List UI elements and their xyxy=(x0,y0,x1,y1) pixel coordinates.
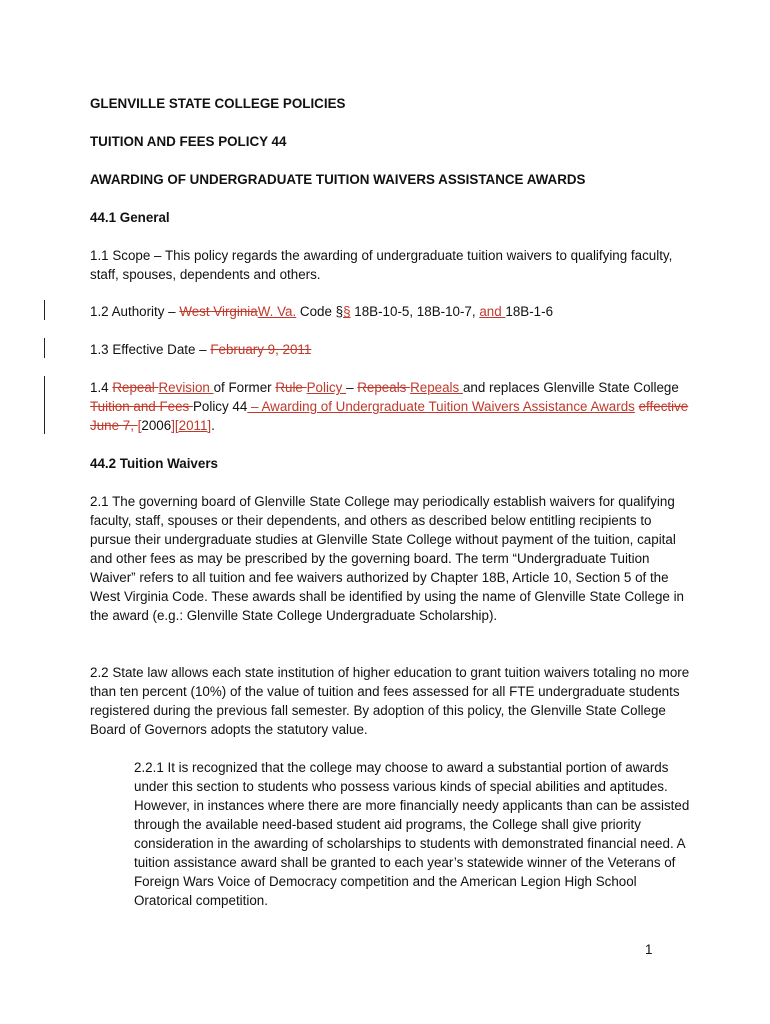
paragraph-1-3-effective-date: 1.3 Effective Date – February 9, 2011 xyxy=(90,342,312,357)
page-number: 1 xyxy=(645,942,653,957)
inserted-text: – Awarding of Undergraduate Tuition Waivers Assistance Awards xyxy=(247,399,635,414)
paragraph-2-2-1: 2.2.1 It is recognized that the college may choose to award a substantial portion of awards under this section to students who possess various kinds of special abilities and aptitudes. However, in instances where there are more financially needy applicants than can be assisted through the available need-based student aid programs, the College shall give priority consideration in the awarding of scholarships to students with demonstrated financial need. A tuition assistance award shall be granted to each year’s statewide winner of the Veterans of Foreign Wars Voice of Democracy competition and the American Legion High School Oratorical competition. xyxy=(134,760,690,908)
deleted-text: February 9, 2011 xyxy=(210,342,312,357)
inserted-text: [ xyxy=(137,418,142,433)
deleted-text: Repeal xyxy=(112,380,159,395)
change-bar xyxy=(44,300,45,320)
inserted-text: ][2011] xyxy=(171,418,212,433)
change-bar xyxy=(44,376,45,434)
inserted-text: W. Va. xyxy=(257,304,297,319)
inserted-text: Policy xyxy=(306,380,347,395)
paragraph-1-2-authority: 1.2 Authority – West VirginiaW. Va. Code §§ 18B-10-5, 18B-10-7, and 18B-1-6 xyxy=(90,304,554,319)
paragraph-2-1: 2.1 The governing board of Glenville State College may periodically establish waivers for qualifying faculty, staff, spouses or their dependents, and others as described below entitling recipients to pursue their undergraduate studies at Glenville State College without payment of the tuition, capital and other fees as may be prescribed by the governing board. The term “Undergraduate Tuition Waiver” refers to all tuition and fee waivers authorized by Chapter 18B, Article 10, Section 5 of the West Virginia Code. These awards shall be identified by using the name of Glenville State College in the award (e.g.: Glenville State College Undergraduate Scholarship). xyxy=(90,494,684,623)
college-policies-title: GLENVILLE STATE COLLEGE POLICIES xyxy=(90,96,346,111)
paragraph-1-4-revision: 1.4 Repeal Revision of Former Rule Policy – Repeals Repeals and replaces Glenville State College Tuition and Fees Policy 44 – Awarding of Undergraduate Tuition Waivers Assistance Awards effective June 7, [2006][2011]. xyxy=(90,380,689,433)
deleted-text: West Virginia xyxy=(179,304,258,319)
policy-subject-title: AWARDING OF UNDERGRADUATE TUITION WAIVERS ASSISTANCE AWARDS xyxy=(90,172,586,187)
inserted-text: Repeals xyxy=(410,380,463,395)
deleted-text: Rule xyxy=(275,380,307,395)
paragraph-2-2: 2.2 State law allows each state institution of higher education to grant tuition waivers totaling no more than ten percent (10%) of the value of tuition and fees assessed for all FTE undergraduate students registered during the previous fall semester. By adoption of this policy, the Glenville State College Board of Governors adopts the statutory value. xyxy=(90,665,690,737)
policy-number-title: TUITION AND FEES POLICY 44 xyxy=(90,134,287,149)
section-44-1-heading: 44.1 General xyxy=(90,210,170,225)
inserted-text: Revision xyxy=(158,380,214,395)
deleted-text: Repeals xyxy=(357,380,411,395)
inserted-text: § xyxy=(343,304,351,319)
deleted-text: effective June 7, xyxy=(90,399,689,433)
section-44-2-heading: 44.2 Tuition Waivers xyxy=(90,456,218,471)
deleted-text: Tuition and Fees xyxy=(90,399,193,414)
paragraph-1-1-scope: 1.1 Scope – This policy regards the awarding of undergraduate tuition waivers to qualifying faculty, staff, spouses, dependents and others. xyxy=(90,248,673,282)
inserted-text: and xyxy=(479,304,506,319)
change-bar xyxy=(44,338,45,358)
